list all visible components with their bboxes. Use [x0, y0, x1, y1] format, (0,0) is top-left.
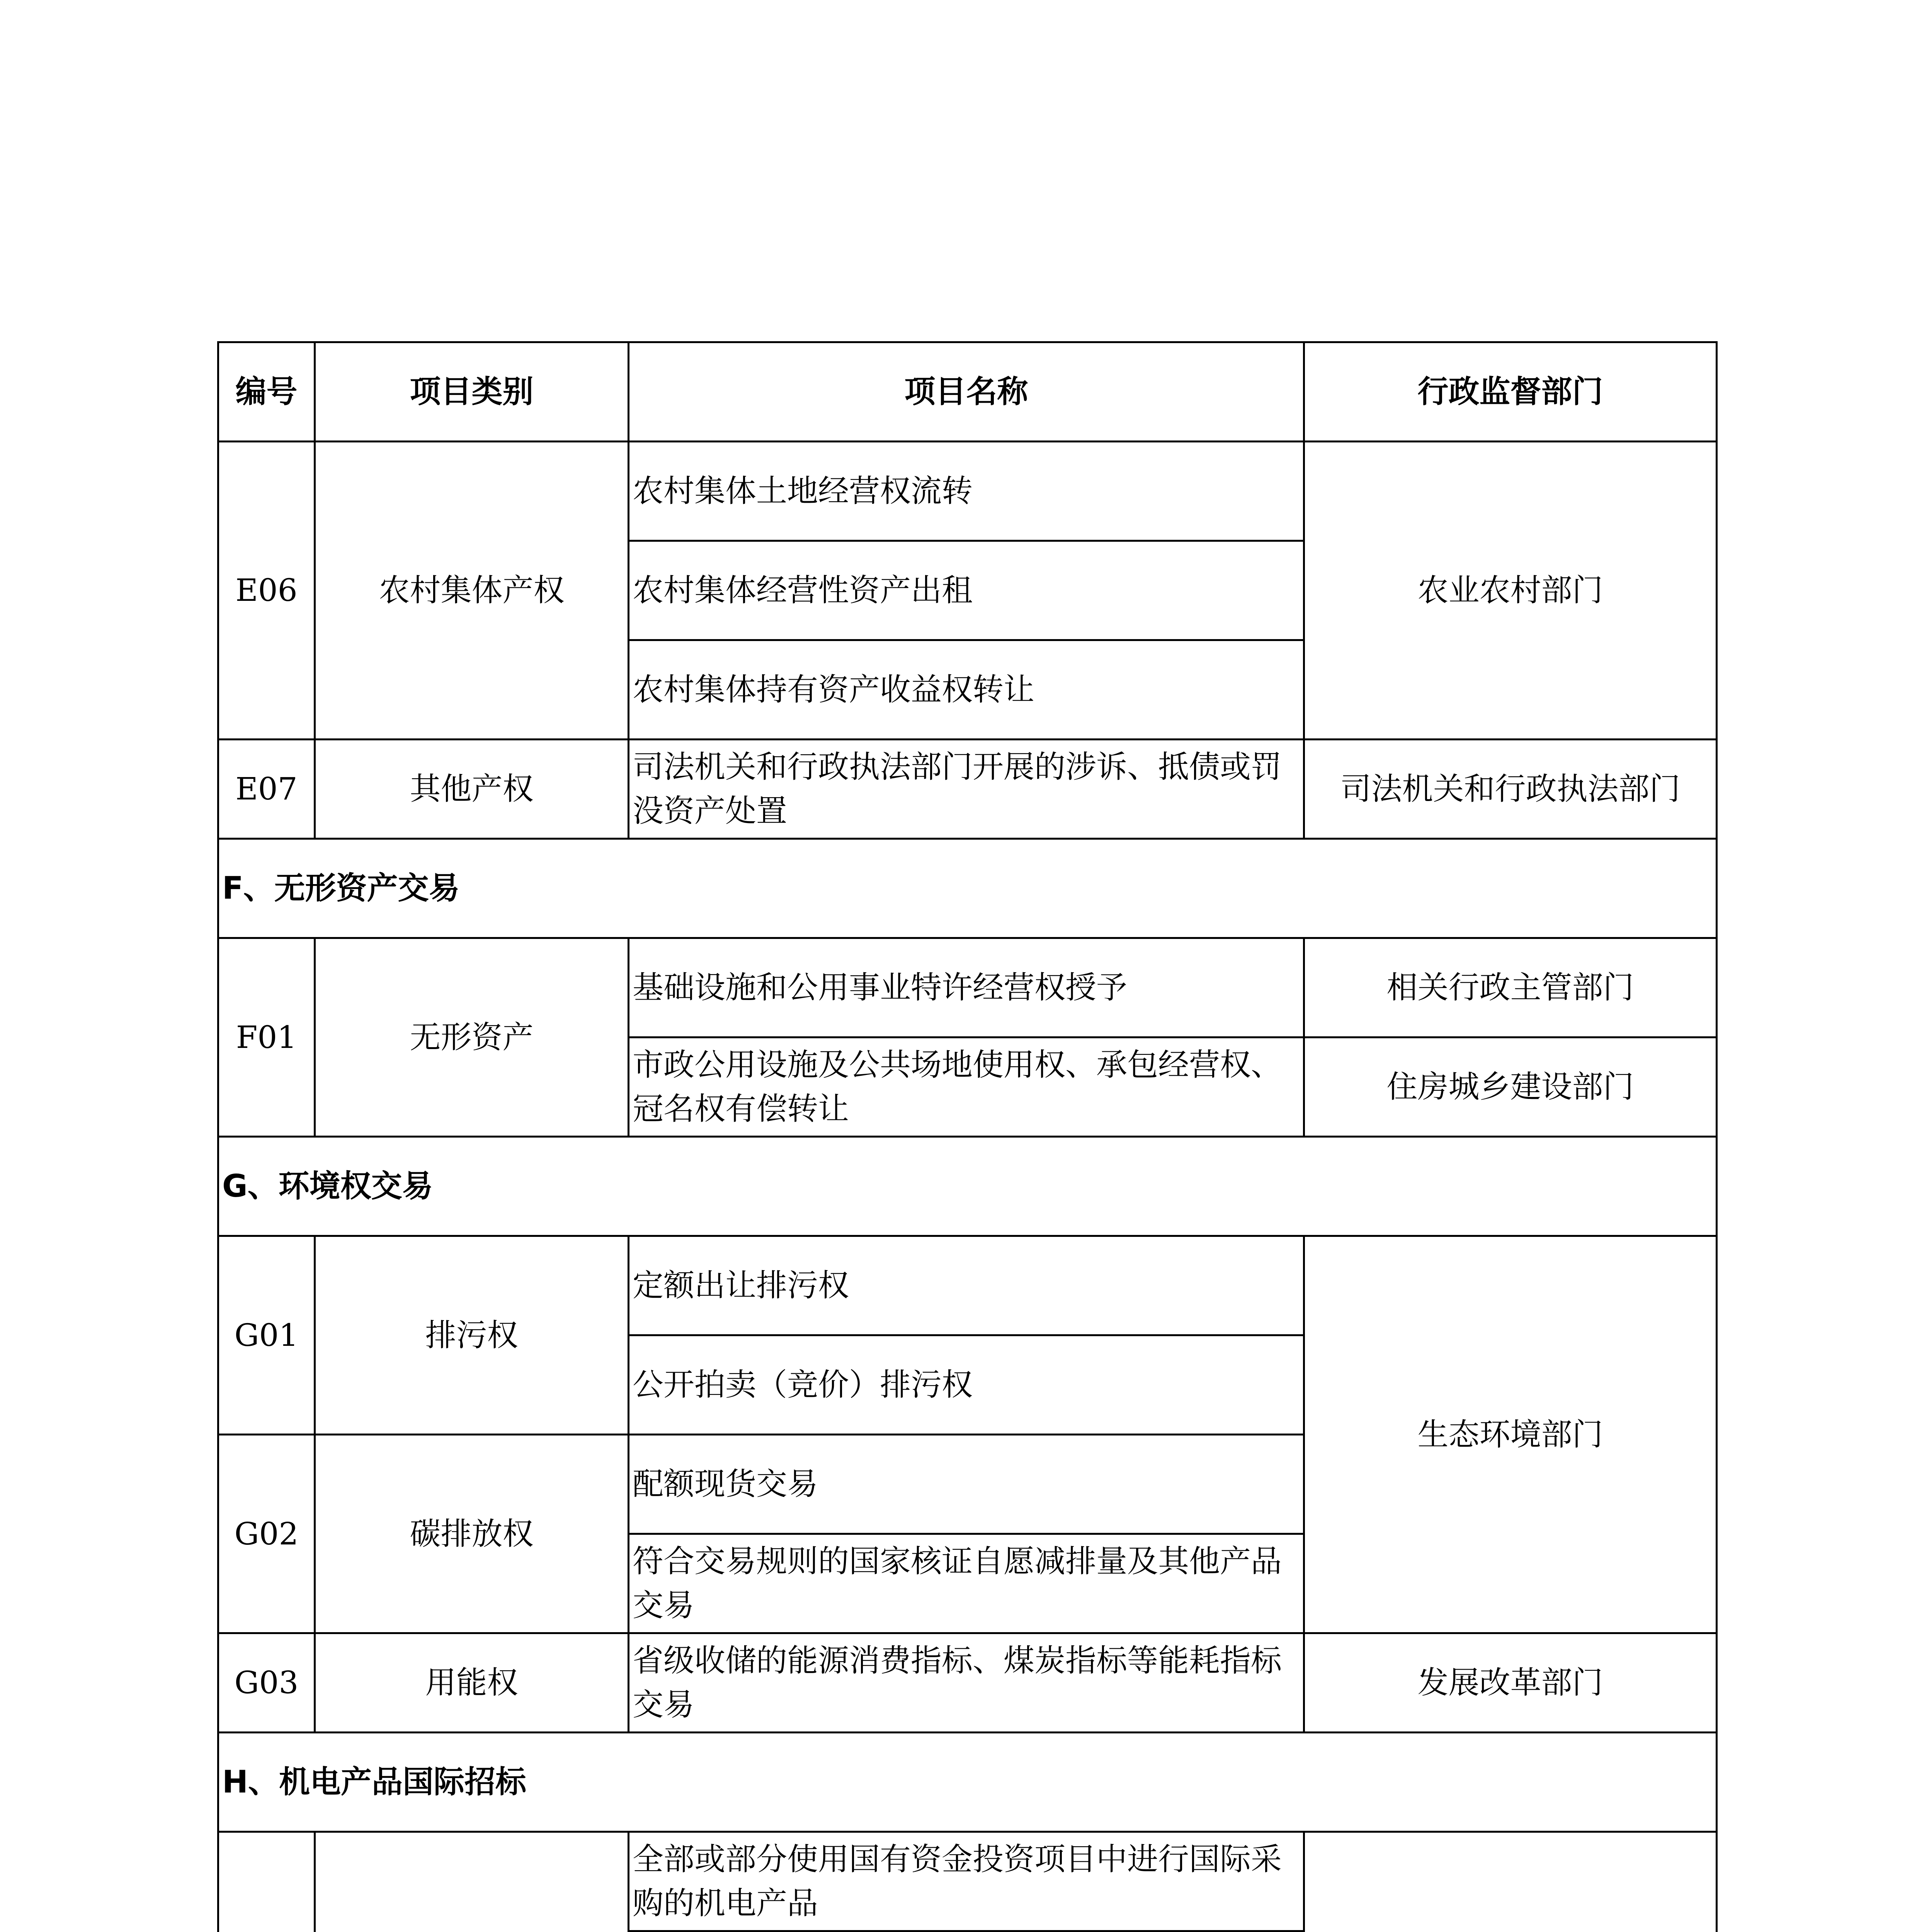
table-row — [218, 938, 1717, 1037]
section-row — [218, 1733, 1717, 1832]
row-category: 碳排放权 — [315, 1435, 629, 1633]
row-code: G02 — [218, 1435, 315, 1633]
row-dept: 司法机关和行政执法部门 — [1304, 740, 1717, 839]
table-row — [218, 740, 1717, 839]
row-item: 省级收储的能源消费指标、煤炭指标等能耗指标交易 — [629, 1633, 1304, 1733]
section-title-h: H、机电产品国际招标 — [218, 1733, 1717, 1832]
section-title-f: F、无形资产交易 — [218, 839, 1717, 938]
row-category: 其他产权 — [315, 740, 629, 839]
section-title-g: G、环境权交易 — [218, 1137, 1717, 1236]
row-category: 无形资产 — [315, 938, 629, 1137]
row-code: G03 — [218, 1633, 315, 1733]
row-dept: 住房城乡建设部门 — [1304, 1037, 1717, 1137]
section-row — [218, 1137, 1717, 1236]
header-category: 项目类别 — [315, 342, 629, 442]
row-dept: 生态环境部门 — [1304, 1236, 1717, 1633]
row-item: 农村集体土地经营权流转 — [629, 442, 1304, 541]
row-code: E06 — [218, 442, 315, 740]
header-code: 编号 — [218, 342, 315, 442]
row-item: 基础设施和公用事业特许经营权授予 — [629, 938, 1304, 1037]
row-item: 全部或部分使用国有资金投资项目中进行国际采购的机电产品 — [629, 1832, 1304, 1931]
table-header-row — [218, 342, 1717, 442]
row-item: 配额现货交易 — [629, 1435, 1304, 1534]
table-row — [218, 1633, 1717, 1733]
table-row — [218, 442, 1717, 541]
project-table — [217, 341, 1718, 1932]
row-category — [315, 1832, 629, 1932]
row-category: 用能权 — [315, 1633, 629, 1733]
row-item: 公开拍卖（竞价）排污权 — [629, 1335, 1304, 1435]
row-code — [218, 1832, 315, 1932]
row-item: 符合交易规则的国家核证自愿减排量及其他产品交易 — [629, 1534, 1304, 1633]
row-dept — [1304, 1832, 1717, 1932]
row-item: 农村集体经营性资产出租 — [629, 541, 1304, 640]
row-item: 农村集体持有资产收益权转让 — [629, 640, 1304, 740]
header-dept: 行政监督部门 — [1304, 342, 1717, 442]
row-item: 司法机关和行政执法部门开展的涉诉、抵债或罚没资产处置 — [629, 740, 1304, 839]
row-dept: 农业农村部门 — [1304, 442, 1717, 740]
header-name: 项目名称 — [629, 342, 1304, 442]
row-category: 农村集体产权 — [315, 442, 629, 740]
row-code: E07 — [218, 740, 315, 839]
section-row — [218, 839, 1717, 938]
row-code: G01 — [218, 1236, 315, 1435]
table-row — [218, 1236, 1717, 1335]
row-item: 市政公用设施及公共场地使用权、承包经营权、冠名权有偿转让 — [629, 1037, 1304, 1137]
row-dept: 相关行政主管部门 — [1304, 938, 1717, 1037]
row-item: 定额出让排污权 — [629, 1236, 1304, 1335]
row-dept: 发展改革部门 — [1304, 1633, 1717, 1733]
row-code: F01 — [218, 938, 315, 1137]
row-category: 排污权 — [315, 1236, 629, 1435]
table-row — [218, 1832, 1717, 1931]
